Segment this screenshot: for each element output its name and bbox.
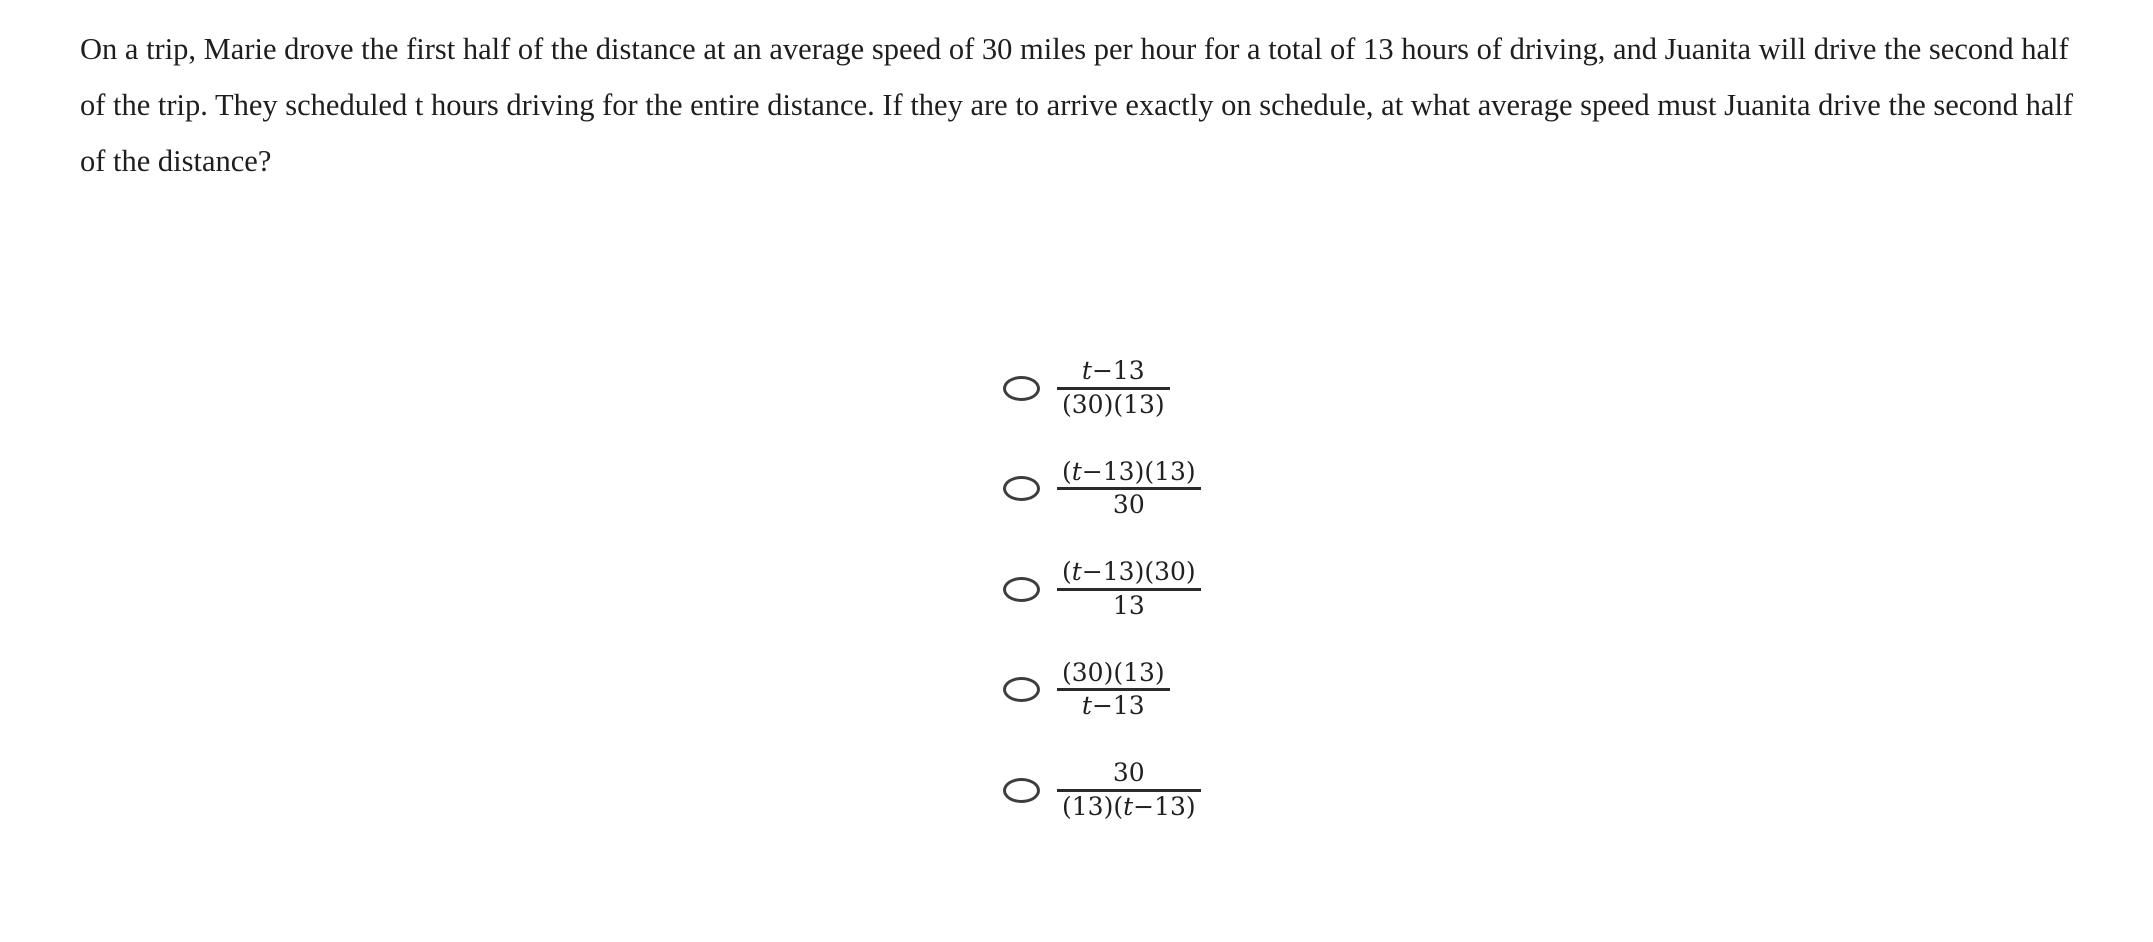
fraction-expression [1057, 758, 1201, 823]
fraction-expression [1057, 557, 1201, 622]
fraction-denominator: (30)(13) [1062, 389, 1165, 419]
fraction-numerator: 30 [1057, 758, 1201, 792]
fraction-denominator: 13 [1112, 590, 1145, 620]
answer-option-5[interactable] [1003, 758, 1201, 823]
question-text: On a trip, Marie drove the first half of the distance at an average speed of 30 miles per hour for a total of 13 hours of driving, and Juanita will drive the second half of the trip. They scheduled t hours driving for the entire distance. If they are to arrive exactly on schedule, at what average speed must Juanita drive the second half of the distance? [80, 32, 2074, 178]
fraction-numerator: (30)(13) [1057, 658, 1170, 692]
fraction-denominator: 30 [1112, 490, 1145, 520]
answer-option-1[interactable] [1003, 356, 1201, 421]
fraction-expression [1057, 457, 1201, 522]
radio-button[interactable] [1003, 778, 1040, 803]
fraction-numerator: t−13 [1057, 356, 1170, 390]
fraction-numerator: (t−13)(13) [1057, 457, 1201, 491]
answer-option-2[interactable] [1003, 457, 1201, 522]
radio-button[interactable] [1003, 577, 1040, 602]
answer-option-3[interactable] [1003, 557, 1201, 622]
radio-button[interactable] [1003, 476, 1040, 501]
radio-button[interactable] [1003, 677, 1040, 702]
fraction-numerator: (t−13)(30) [1057, 557, 1201, 591]
answer-option-4[interactable] [1003, 658, 1201, 723]
fraction-expression [1057, 356, 1170, 421]
fraction-denominator: (13)(t−13) [1062, 791, 1196, 821]
fraction-denominator: t−13 [1081, 691, 1145, 721]
radio-button[interactable] [1003, 376, 1040, 401]
fraction-expression [1057, 658, 1170, 723]
answer-options-list [1003, 356, 1201, 823]
